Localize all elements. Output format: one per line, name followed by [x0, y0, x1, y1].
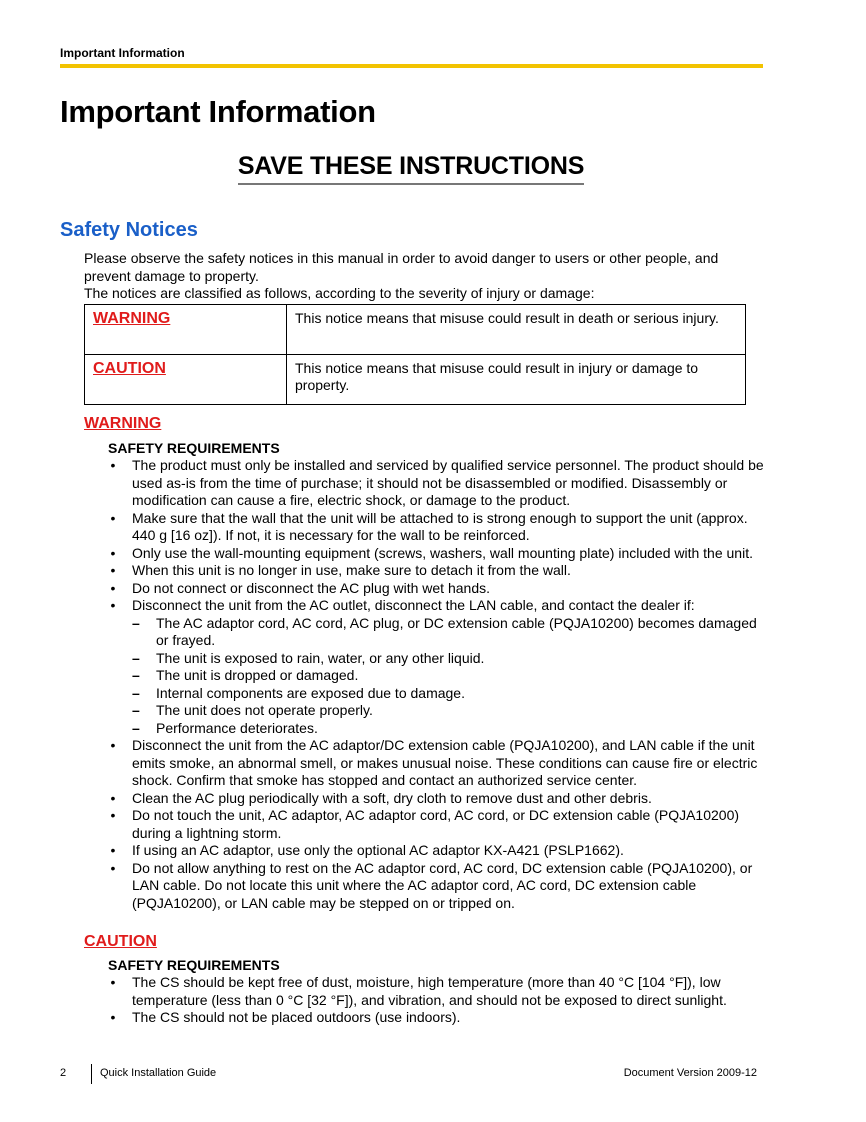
list-item: • Clean the AC plug periodically with a soft, dry cloth to remove dust and other debris.: [110, 789, 652, 806]
sub-list-item: – The unit does not operate properly.: [132, 702, 373, 718]
caution-subheading: SAFETY REQUIREMENTS: [108, 957, 280, 973]
warning-label: WARNING: [93, 310, 171, 327]
sub-list-item: – Performance deteriorates.: [132, 719, 318, 736]
list-item: • Do not allow anything to rest on the AC adaptor cord, AC cord, DC extension cable (PQJA10200), or LAN cable. Do not locate this unit where the AC adaptor cord, AC cord, DC extension cable (PQJA10200), or LAN cable may be stepped on or tripped on.: [110, 859, 753, 911]
list-item: • Make sure that the wall that the unit will be attached to is strong enough to support the unit (approx. 440 g [16 oz]). If not, it is necessary for the wall to be reinforced.: [110, 509, 748, 543]
intro-paragraph: The notices are classified as follows, according to the severity of injury or damage:: [84, 285, 595, 301]
list-item: • Only use the wall-mounting equipment (screws, washers, wall mounting plate) included with the unit.: [110, 544, 753, 561]
document-version: Document Version 2009-12: [623, 1067, 757, 1079]
warning-subheading: SAFETY REQUIREMENTS: [108, 440, 280, 456]
sub-list: [132, 615, 768, 738]
page-title: Important Information: [60, 94, 376, 129]
list-item: • The product must only be installed and serviced by qualified service personnel. The product should be used as-is from the time of purchase; it should not be disassembled or modified. Disassembly or modification can cause a fire, electric shock, or damage to the product.: [110, 457, 764, 508]
sub-list-item: – Internal components are exposed due to damage.: [132, 684, 465, 701]
table-row: [85, 355, 746, 405]
list-item: • The CS should not be placed outdoors (use indoors).: [110, 1009, 461, 1025]
footer-guide-title: Quick Installation Guide: [100, 1067, 217, 1079]
running-header: Important Information: [60, 46, 185, 60]
header-rule: [60, 64, 763, 68]
sub-list-item: – The AC adaptor cord, AC cord, AC plug, or DC extension cable (PQJA10200) becomes damaged or frayed.: [132, 614, 757, 648]
footer-divider: [91, 1064, 92, 1084]
caution-list: [108, 974, 768, 1027]
list-item: • Do not connect or disconnect the AC plug with wet hands.: [110, 579, 490, 596]
page-number: 2: [60, 1067, 67, 1079]
table-row: [85, 305, 746, 355]
safety-intro: [84, 250, 764, 303]
sub-list-item: – The unit is exposed to rain, water, or any other liquid.: [132, 649, 485, 666]
caution-label: CAUTION: [93, 360, 166, 377]
warning-heading: WARNING: [84, 415, 162, 432]
list-item: • When this unit is no longer in use, make sure to detach it from the wall.: [110, 562, 571, 578]
list-item: • The CS should be kept free of dust, moisture, high temperature (more than 40 °C [104 °F]), low temperature (less than 0 °C [32 °F]), and vibration, and should not be exposed to direct sunlight.: [110, 974, 727, 1008]
caution-heading: CAUTION: [84, 933, 157, 950]
table-cell-label: [85, 355, 287, 405]
list-item: • Disconnect the unit from the AC outlet, disconnect the LAN cable, and contact the dealer if: – The AC adaptor cord, AC cord, AC plug, or DC extension cable (PQJA10200) becomes damaged or frayed. – The unit is exposed to rain, water, or any other liquid. – The unit is dropped or damaged. – Internal components are exposed due to damage. – The unit does not operate properly. – Performance deteriorates.: [108, 597, 768, 737]
intro-paragraph: Please observe the safety notices in this manual in order to avoid danger to users or other people, and prevent damage to property.: [84, 250, 719, 284]
warning-list: [108, 457, 768, 912]
table-cell-description: This notice means that misuse could result in injury or damage to property.: [287, 355, 746, 405]
table-cell-description: This notice means that misuse could result in death or serious injury.: [287, 305, 746, 355]
list-item: • Do not touch the unit, AC adaptor, AC adaptor cord, AC cord, or DC extension cable (PQJA10200) during a lightning storm.: [110, 807, 740, 841]
list-item: • If using an AC adaptor, use only the optional AC adaptor KX-A421 (PSLP1662).: [110, 842, 624, 858]
safety-notices-title: Safety Notices: [60, 219, 198, 241]
table-cell-label: [85, 305, 287, 355]
list-item: • Disconnect the unit from the AC adaptor/DC extension cable (PQJA10200), and LAN cable if the unit emits smoke, an abnormal smell, or makes unusual noise. These conditions can cause fire or electric shock. Confirm that smoke has stopped and contact an authorized service center.: [110, 737, 758, 788]
save-instructions-block: [0, 152, 822, 185]
sub-list-item: – The unit is dropped or damaged.: [132, 667, 359, 683]
save-instructions-title: SAVE THESE INSTRUCTIONS: [238, 152, 584, 185]
notice-classification-table: [84, 304, 746, 405]
